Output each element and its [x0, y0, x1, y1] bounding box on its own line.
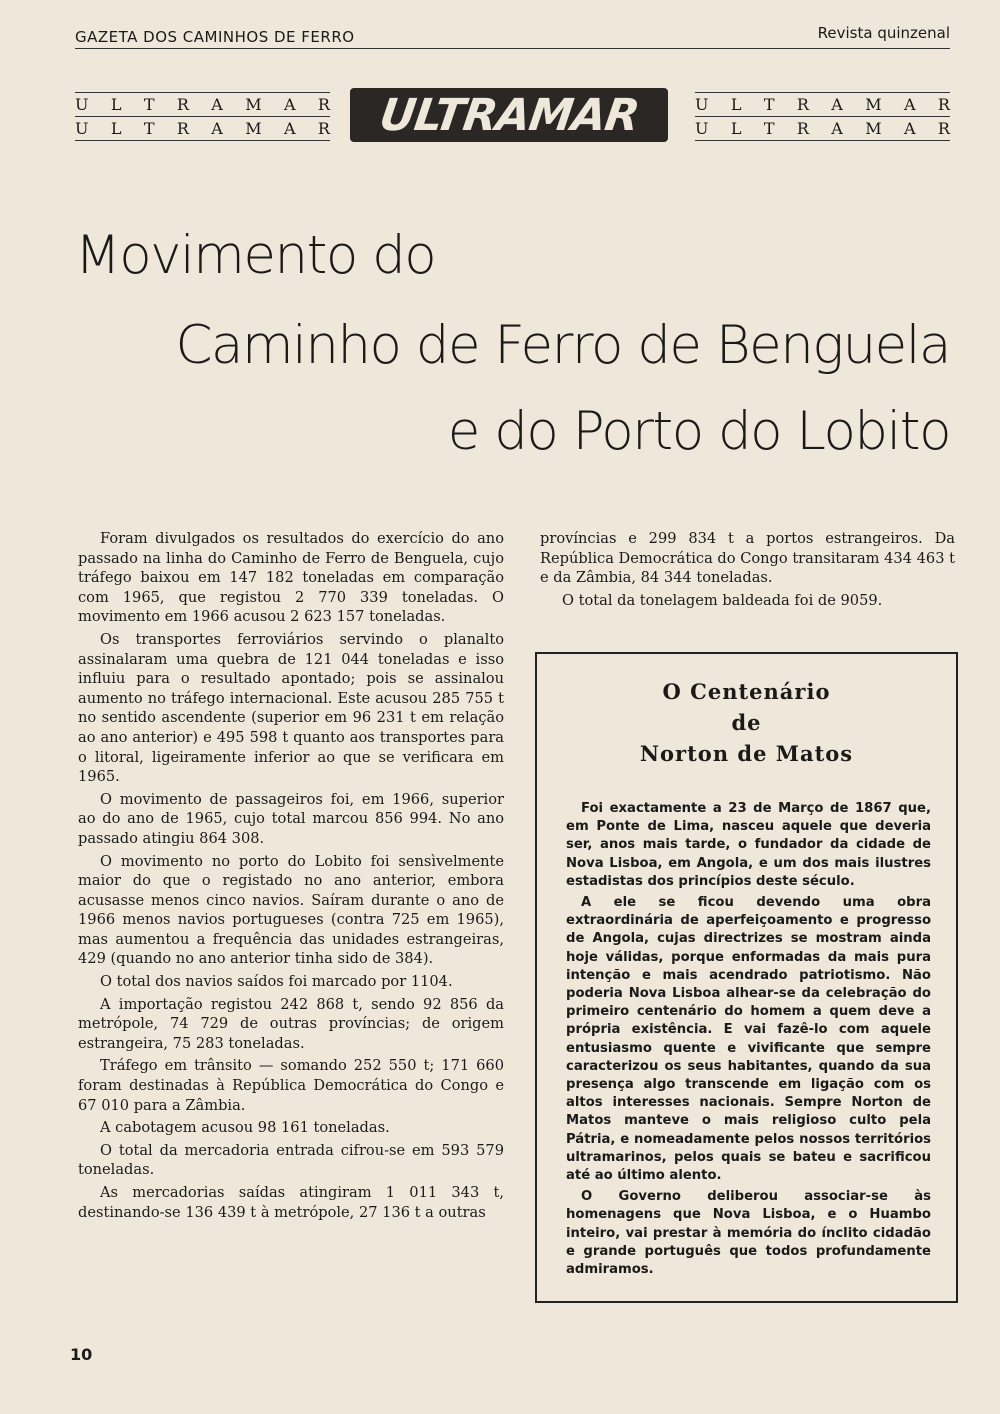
- paragraph: A ele se ficou devendo uma obra extraordinária de aperfeiçoamento e progresso de Angola, cujas directrizes se mostram ainda hoje válidas, porque enformadas da mais pura intenção e mais acendrado patriotismo. Não poderia Nova Lisboa alhear-se da celebração do primeiro centenário do homem a quem deve a própria existência. E vai fazê-lo com aquele entusiasmo quente e vivificante que sempre caracterizou os seus habitantes, quando da sua presença algo transcende em ligação com os altos interesses nacionais. Sempre Norton de Matos manteve o mais religioso culto pela Pátria, e nomeadamente pelos nossos territórios ultramarinos, pelos quais se bateu e sacrificou até ao último alento.: [566, 895, 931, 1184]
- article-title-line-1: Movimento do: [75, 225, 436, 286]
- section-label-letter: T: [143, 119, 155, 138]
- section-label-letter: A: [831, 95, 843, 114]
- paragraph: Tráfego em trânsito — somando 252 550 t; 171 660 foram destinadas à República Democrática do Congo e 67 010 para a Zâmbia.: [78, 1057, 504, 1114]
- section-label-row: [75, 116, 330, 141]
- journal-name: GAZETA DOS CAMINHOS DE FERRO: [75, 28, 355, 46]
- section-label-letter: T: [143, 95, 155, 114]
- section-label-letter: L: [110, 95, 122, 114]
- paragraph: As mercadorias saídas atingiram 1 011 343 t, destinando-se 136 439 t à metrópole, 27 136 t a outras: [78, 1184, 504, 1221]
- section-label-letter: L: [730, 119, 742, 138]
- article-title-line-2: Caminho de Ferro de Benguela: [175, 315, 950, 376]
- paragraph: O total da mercadoria entrada cifrou-se em 593 579 toneladas.: [78, 1141, 504, 1179]
- paragraph: Foi exactamente a 23 de Março de 1867 que, em Ponte de Lima, nasceu aquele que deveria ser, anos mais tarde, o fundador da cidade de Nova Lisboa, em Angola, e um dos mais ilustres estadistas dos princípios deste século.: [566, 801, 931, 889]
- running-header: [75, 24, 950, 49]
- section-label-letter: M: [865, 119, 882, 138]
- section-label-row: [695, 92, 950, 116]
- section-label-letter: A: [211, 95, 223, 114]
- section-label-letter: R: [317, 95, 330, 114]
- paragraph: províncias e 299 834 t a portos estrangeiros. Da República Democrática do Congo transitaram 434 463 t e da Zâmbia, 84 344 toneladas.: [540, 530, 955, 587]
- section-label-left: [75, 92, 330, 141]
- section-label-row: [695, 116, 950, 141]
- section-label-right: [695, 92, 950, 141]
- section-label-letter: R: [176, 95, 189, 114]
- paragraph: A cabotagem acusou 98 161 toneladas.: [100, 1119, 390, 1137]
- section-label-letter: U: [695, 119, 709, 138]
- section-label-letter: R: [317, 119, 330, 138]
- section-label-letter: U: [75, 95, 89, 114]
- section-label-letter: R: [796, 95, 809, 114]
- box-title-line: O Centenário: [662, 679, 831, 704]
- article-left-column: [78, 529, 504, 1225]
- section-label-letter: T: [763, 95, 775, 114]
- paragraph: O movimento de passageiros foi, em 1966, superior ao do ano de 1965, cujo total marcou 856 994. No ano passado atingiu 864 308.: [78, 790, 504, 847]
- section-label-letter: U: [695, 95, 709, 114]
- journal-subtitle: Revista quinzenal: [817, 24, 950, 42]
- paragraph: O movimento no porto do Lobito foi sensìvelmente maior do que o registado no ano anterior, embora acusasse menos cinco navios. Saíram durante o ano de 1966 menos navios portugueses (contra 725 em 1965), mas aumentou a frequência das unidades estrangeiras, 429 (quando no ano anterior tinha sido de 384).: [78, 852, 504, 968]
- section-label-letter: A: [283, 95, 296, 114]
- paragraph: O Governo deliberou associar-se às homenagens que Nova Lisboa, e o Huambo inteiro, vai prestar à memória do ínclito cidadão e grande português que todos profundamente admiramos.: [566, 1189, 931, 1278]
- paragraph: Foram divulgados os resultados do exercício do ano passado na linha do Caminho de Ferro de Benguela, cujo tráfego baixou em 147 182 toneladas em comparação com 1965, que registou 2 770 339 toneladas. O movimento em 1966 acusou 2 623 157 toneladas.: [78, 530, 504, 626]
- article-right-column: [540, 529, 955, 613]
- section-label-letter: L: [730, 95, 742, 114]
- section-label-letter: M: [245, 119, 262, 138]
- paragraph: O total dos navios saídos foi marcado por 1104.: [100, 973, 453, 991]
- paragraph: O total da tonelagem baldeada foi de 9059.: [562, 591, 883, 609]
- section-label-letter: A: [903, 95, 916, 114]
- section-label-row: [75, 92, 330, 116]
- section-label-letter: L: [110, 119, 122, 138]
- logo-text: ULTRAMAR: [376, 89, 642, 141]
- section-label-letter: M: [245, 95, 262, 114]
- article-title-line-3: e do Porto do Lobito: [447, 401, 950, 462]
- ultramar-logo: [350, 88, 668, 142]
- paragraph: Os transportes ferroviários servindo o planalto assinalaram uma quebra de 121 044 toneladas e isso influiu para o resultado apontado; pois se assinalou aumento no tráfego internacional. Este acusou 285 755 t no sentido ascendente (superior em 96 231 t em relação ao ano anterior) e 495 598 t quanto aos transportes para o litoral, ligeiramente inferior ao que se verificara em 1965.: [78, 630, 504, 786]
- paragraph: A importação registou 242 868 t, sendo 92 856 da metrópole, 74 729 de outras províncias; de origem estrangeira, 75 283 toneladas.: [78, 995, 504, 1052]
- page-number: 10: [70, 1345, 93, 1364]
- section-label-letter: R: [796, 119, 809, 138]
- section-label-letter: M: [865, 95, 882, 114]
- section-label-letter: A: [831, 119, 843, 138]
- box-title-line: de: [731, 710, 762, 735]
- section-label-letter: R: [176, 119, 189, 138]
- section-label-letter: A: [283, 119, 296, 138]
- section-label-letter: R: [937, 119, 950, 138]
- section-label-letter: A: [903, 119, 916, 138]
- section-label-letter: U: [75, 119, 89, 138]
- box-heading: [537, 676, 956, 769]
- section-label-letter: A: [211, 119, 223, 138]
- box-body: [566, 800, 931, 1282]
- section-label-letter: T: [763, 119, 775, 138]
- box-title-line: Norton de Matos: [639, 741, 854, 766]
- centenary-box: [535, 652, 958, 1303]
- section-label-letter: R: [937, 95, 950, 114]
